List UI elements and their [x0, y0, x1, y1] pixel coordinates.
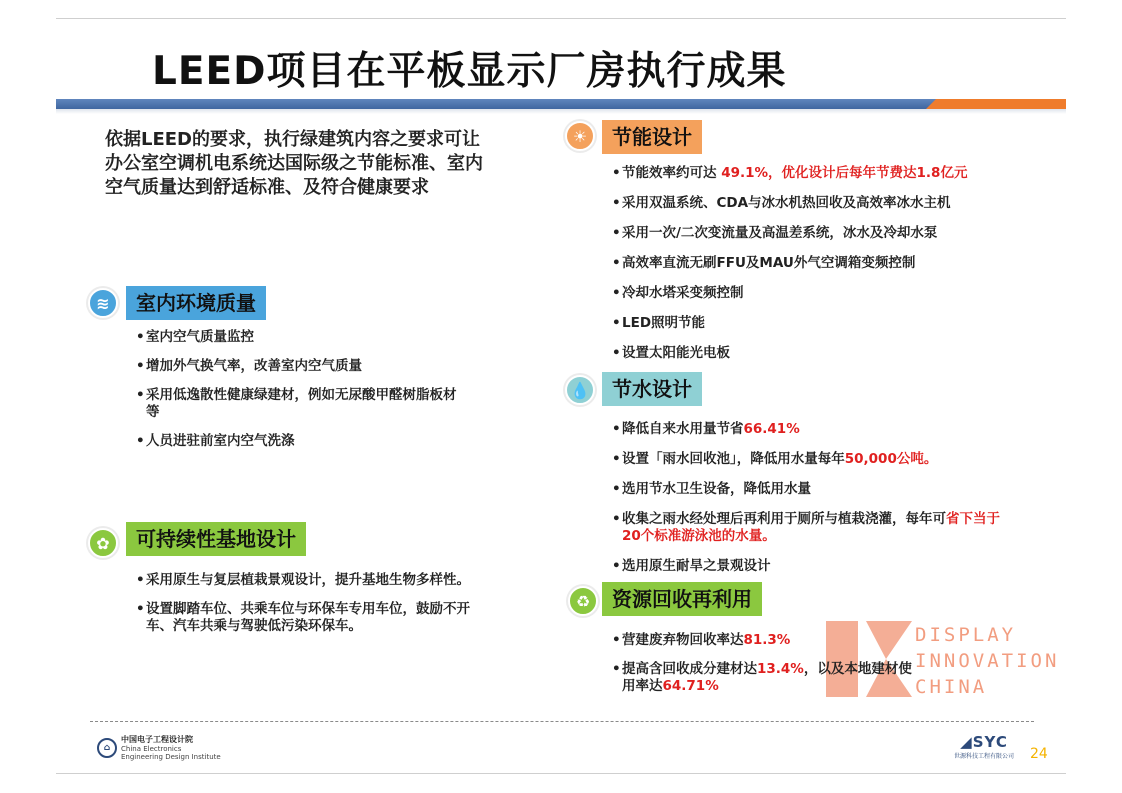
cedi-logo: ⌂ 中国电子工程设计院 China Electronics Engineering Design Institute	[97, 734, 221, 761]
energy-savings-value: 49.1%，优化设计后每年节费达1.8亿元	[721, 165, 968, 181]
list-item: • 设置脚踏车位、共乘车位与环保车专用车位，鼓励不开车、汽车共乘与驾驶低污染环保车。	[136, 601, 486, 635]
page-number: 24	[1030, 746, 1048, 762]
list-item: • 室内空气质量监控	[136, 329, 476, 346]
indoor-list	[136, 329, 476, 450]
water-drop-icon: 💧	[565, 375, 595, 405]
list-item: • 节能效率约可达 49.1%，优化设计后每年节费达1.8亿元	[612, 165, 1052, 182]
cedi-emblem-icon: ⌂	[97, 738, 117, 758]
page-title: LEED项目在平板显示厂房执行成果	[152, 49, 787, 94]
recycle-section-title: 资源回收再利用	[602, 582, 762, 616]
list-item: • 增加外气换气率，改善室内空气质量	[136, 358, 476, 375]
footer-divider	[90, 721, 1034, 722]
water-section-title: 节水设计	[602, 372, 702, 406]
list-item: • 采用原生与复层植栽景观设计，提升基地生物多样性。	[136, 572, 486, 589]
energy-section-title: 节能设计	[602, 120, 702, 154]
syc-logo: ◢SYC 世源科技工程有限公司	[954, 733, 1015, 760]
recycle-icon: ♻	[568, 586, 598, 616]
list-item: • 选用原生耐旱之景观设计	[612, 558, 1032, 575]
intro-text: 依据LEED的要求，执行绿建筑内容之要求可让办公室空调机电系统达国际级之节能标准、室内空气质量达到舒适标准、及符合健康要求	[105, 129, 483, 198]
list-item: • 采用低逸散性健康绿建材，例如无尿酸甲醛树脂板材等	[136, 387, 466, 421]
top-divider	[56, 18, 1066, 19]
site-list	[136, 572, 486, 635]
energy-list	[612, 165, 1052, 362]
title-bar-orange	[926, 99, 1066, 109]
list-item: • 冷却水塔采变频控制	[612, 285, 1052, 302]
list-item: • 选用节水卫生设备，降低用水量	[612, 481, 1032, 498]
list-item: • 高效率直流无刷FFU及MAU外气空调箱变频控制	[612, 255, 1052, 272]
sun-icon: ☀	[565, 121, 595, 151]
list-item: • LED照明节能	[612, 315, 1052, 332]
sprout-icon: ✿	[88, 528, 118, 558]
watermark-text: DISPLAY INNOVATION CHINA	[915, 624, 1060, 698]
list-item: • 提高含回收成分建材达13.4%，以及本地建材使用率达64.71%	[612, 661, 912, 695]
air-icon: ≋	[88, 288, 118, 318]
list-item: • 收集之雨水经处理后再利用于厕所与植栽浇灌，每年可省下当于20个标准游泳池的水量。	[612, 511, 1017, 545]
bottom-divider	[56, 773, 1066, 774]
water-list	[612, 421, 1032, 575]
list-item: • 营建废弃物回收率达81.3%	[612, 632, 912, 649]
list-item: • 采用双温系统、CDA与冰水机热回收及高效率冰水主机	[612, 195, 1052, 212]
indoor-section-title: 室内环境质量	[126, 286, 266, 320]
list-item: • 设置太阳能光电板	[612, 345, 1052, 362]
list-item: • 采用一次/二次变流量及高温差系统，冰水及冷却水泵	[612, 225, 1052, 242]
title-bar-shadow	[56, 109, 1066, 114]
recycle-list	[612, 632, 912, 695]
list-item: • 人员进驻前室内空气洗涤	[136, 433, 476, 450]
list-item: • 设置「雨水回收池」，降低用水量每年50,000公吨。	[612, 451, 1032, 468]
list-item: • 降低自来水用量节省66.41%	[612, 421, 1032, 438]
title-bar-blue	[56, 99, 936, 109]
site-section-title: 可持续性基地设计	[126, 522, 306, 556]
